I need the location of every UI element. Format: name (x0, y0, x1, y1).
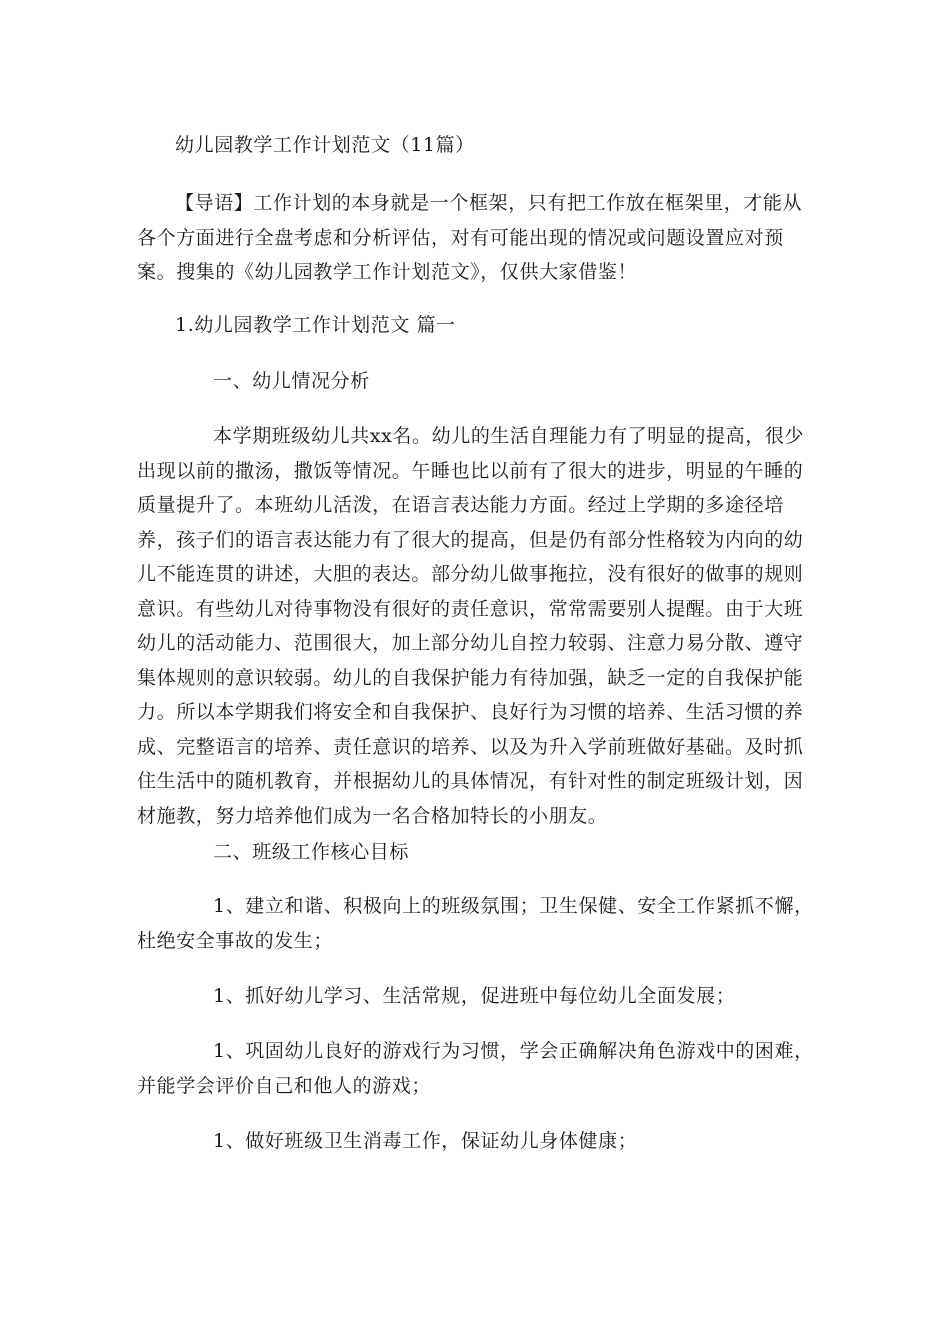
goal-item: 1、做好班级卫生消毒工作，保证幼儿身体健康； (213, 1130, 638, 1152)
goal-item: 1、巩固幼儿良好的游戏行为习惯，学会正确解决角色游戏中的困难，并能学会评价自己和他人的游戏； (137, 1040, 814, 1097)
intro-paragraph: 【导语】工作计划的本身就是一个框架，只有把工作放在框架里，才能从各个方面进行全盘考虑和分析评估，对有可能出现的情况或问题设置应对预案。搜集的《幼儿园教学工作计划范文》，仅供大家借鉴！ (137, 192, 803, 283)
document-title: 幼儿园教学工作计划范文（11篇） (175, 134, 475, 156)
part2-heading: 二、班级工作核心目标 (213, 841, 410, 863)
part1-body: 本学期班级幼儿共xx名。幼儿的生活自理能力有了明显的提高，很少出现以前的撒汤，撒饭等情况。午睡也比以前有了很大的进步，明显的午睡的质量提升了。本班幼儿活泼，在语言表达能力方面。经过上学期的多途径培养，孩子们的语言表达能力有了很大的提高，但是仍有部分性格较为内向的幼儿不能连贯的讲述，大胆的表达。部分幼儿做事拖拉，没有很好的做事的规则意识。有些幼儿对待事物没有很好的责任意识，常常需要别人提醒。由于大班幼儿的活动能力、范围很大，加上部分幼儿自控力较弱、注意力易分散、遵守集体规则的意识较弱。幼儿的自我保护能力有待加强，缺乏一定的自我保护能力。所以本学期我们将安全和自我保护、良好行为习惯的培养、生活习惯的养成、完整语言的培养、责任意识的培养、以及为升入学前班做好基础。及时抓住生活中的随机教育，并根据幼儿的具体情况，有针对性的制定班级计划，因材施教，努力培养他们成为一名合格加特长的小朋友。 (137, 425, 805, 827)
part1-heading: 一、幼儿情况分析 (213, 370, 370, 392)
goal-item: 1、抓好幼儿学习、生活常规，促进班中每位幼儿全面发展； (213, 985, 736, 1007)
goal-item: 1、建立和谐、积极向上的班级氛围；卫生保健、安全工作紧抓不懈，杜绝安全事故的发生； (137, 895, 814, 952)
section-heading: 1.幼儿园教学工作计划范文 篇一 (175, 314, 456, 336)
